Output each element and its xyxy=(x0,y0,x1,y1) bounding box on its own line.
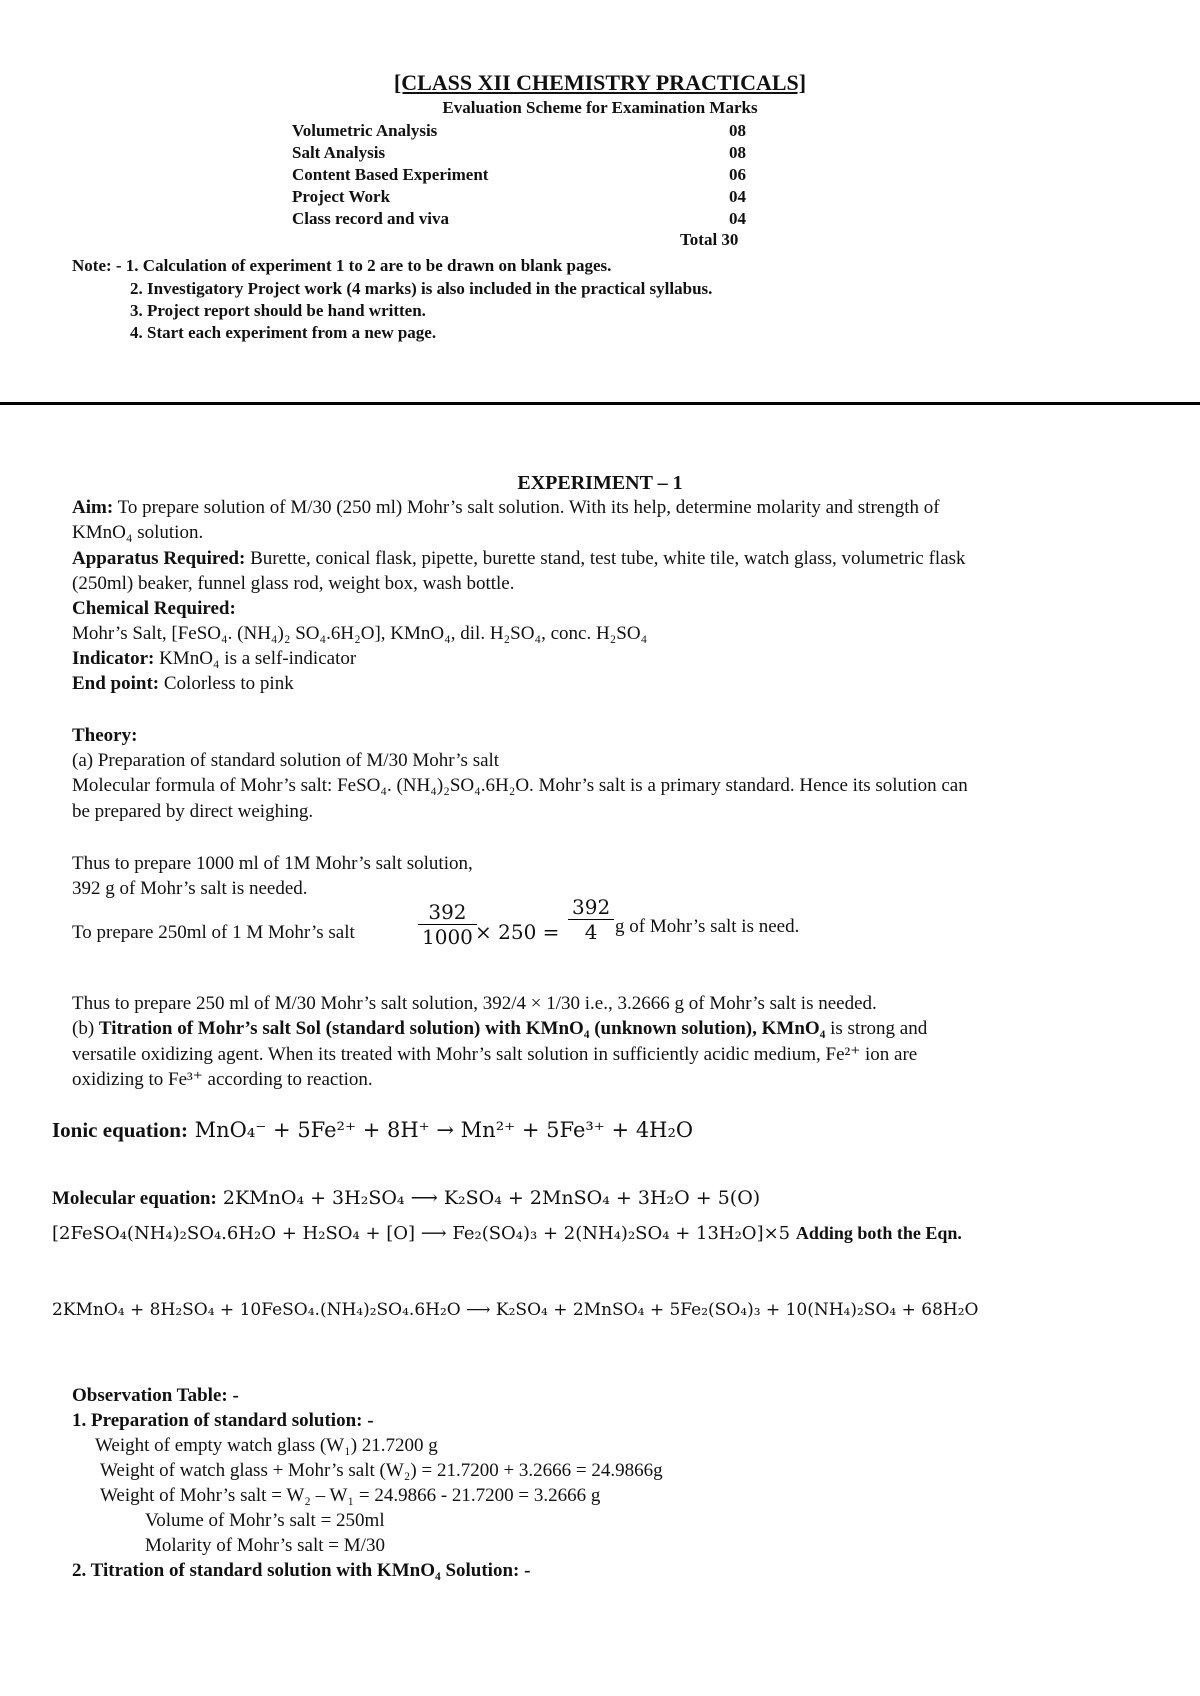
thus-line-1: Thus to prepare 1000 ml of 1M Mohr’s salt solution, xyxy=(72,853,473,874)
scheme-item: Salt Analysis xyxy=(292,143,386,162)
thus-line-3: Thus to prepare 250 ml of M/30 Mohr’s salt solution, 392/4 × 1/30 i.e., 3.2666 g of Mohr’s salt is needed. xyxy=(72,993,877,1014)
scheme-marks: 08 xyxy=(729,121,746,140)
titration-line xyxy=(72,1018,927,1040)
mohr-eq: [2FeSO₄(NH₄)₂SO₄.6H₂O + H₂SO₄ + [O] ⟶ Fe₂(SO₄)₃ + 2(NH₄)₂SO₄ + 13H₂O]×5 xyxy=(52,1223,791,1244)
table-row xyxy=(292,120,752,142)
obs-volume: Volume of Mohr’s salt = 250ml xyxy=(145,1510,385,1531)
note-4: 4. Start each experiment from a new page. xyxy=(130,323,437,342)
chemical-text: Mohr’s Salt, [FeSO₄. (NH₄)₂ SO₄.6H₂O], KMnO₄, dil. H₂SO₄, conc. H₂SO₄ xyxy=(72,623,648,644)
apparatus-line xyxy=(72,548,966,570)
adding-both-text: Adding both the Eqn. xyxy=(795,1223,962,1243)
aim-line xyxy=(72,497,940,519)
apparatus-text: Burette, conical flask, pipette, burette stand, test tube, white tile, watch glass, volumetric flask xyxy=(250,548,966,569)
apparatus-label: Apparatus Required: xyxy=(72,548,246,569)
scheme-item: Class record and viva xyxy=(292,209,449,228)
scheme-item: Volumetric Analysis xyxy=(292,121,438,140)
fraction-numerator: 392 xyxy=(418,900,477,925)
fraction-392-1000 xyxy=(418,900,477,949)
table-row xyxy=(292,142,752,164)
titration-text-cont-2: oxidizing to Fe³⁺ according to reaction. xyxy=(72,1069,373,1090)
evaluation-scheme-table xyxy=(292,120,752,230)
molecular-equation xyxy=(52,1187,760,1210)
page-title: [CLASS XII CHEMISTRY PRACTICALS] xyxy=(393,70,807,95)
indicator-line xyxy=(72,648,356,670)
obs-w1: Weight of empty watch glass (W₁) 21.7200 g xyxy=(95,1435,438,1456)
endpoint-label: End point: xyxy=(72,673,160,694)
titration-text-cont: versatile oxidizing agent. When its treated with Mohr’s salt solution in sufficiently acidic medium, Fe²⁺ ion are xyxy=(72,1044,918,1065)
fraction-denominator: 4 xyxy=(584,920,598,944)
total-marks: Total 30 xyxy=(680,230,739,249)
aim-text-cont: KMnO₄ solution. xyxy=(72,522,204,543)
scheme-marks: 04 xyxy=(729,187,746,206)
fraction-multiplier: × 250 = xyxy=(475,920,560,944)
scheme-marks: 04 xyxy=(729,209,746,228)
section-divider xyxy=(0,402,1200,405)
observation-label: Observation Table: - xyxy=(72,1385,239,1406)
titration-text: is strong and xyxy=(830,1018,928,1039)
molecular-eq: 2KMnO₄ + 3H₂SO₄ ⟶ K₂SO₄ + 2MnSO₄ + 3H₂O + 5(O) xyxy=(222,1187,761,1209)
endpoint-text: Colorless to pink xyxy=(163,673,294,694)
obs-weight-diff: Weight of Mohr’s salt = W₂ – W₁ = 24.9866 - 21.7200 = 3.2666 g xyxy=(100,1485,601,1506)
note-2: 2. Investigatory Project work (4 marks) is also included in the practical syllabus. xyxy=(130,279,713,298)
obs-molarity: Molarity of Mohr’s salt = M/30 xyxy=(145,1535,385,1556)
obs-2-label: 2. Titration of standard solution with KMnO₄ Solution: - xyxy=(72,1560,531,1581)
theory-formula-cont: be prepared by direct weighing. xyxy=(72,801,314,822)
scheme-item: Project Work xyxy=(292,187,391,206)
theory-a: (a) Preparation of standard solution of M/30 Mohr’s salt xyxy=(72,750,500,771)
titration-prefix: (b) xyxy=(72,1018,95,1039)
scheme-item: Content Based Experiment xyxy=(292,165,489,184)
prep-250-prefix: To prepare 250ml of 1 M Mohr’s salt xyxy=(72,922,355,943)
obs-1-label: 1. Preparation of standard solution: - xyxy=(72,1410,374,1431)
fraction-denominator: 1000 xyxy=(422,925,473,949)
endpoint-line xyxy=(72,673,294,695)
table-row xyxy=(292,186,752,208)
ionic-eq: MnO₄⁻ + 5Fe²⁺ + 8H⁺ → Mn²⁺ + 5Fe³⁺ + 4H₂O xyxy=(194,1118,694,1142)
evaluation-scheme-heading: Evaluation Scheme for Examination Marks xyxy=(442,98,758,117)
note-3: 3. Project report should be hand written. xyxy=(130,301,426,320)
experiment-title: EXPERIMENT – 1 xyxy=(517,472,683,494)
titration-bold: Titration of Mohr’s salt Sol (standard solution) with KMnO₄ (unknown solution), KMnO₄ xyxy=(98,1018,826,1039)
indicator-label: Indicator: xyxy=(72,648,155,669)
scheme-marks: 06 xyxy=(729,165,746,184)
table-row xyxy=(292,164,752,186)
obs-w2: Weight of watch glass + Mohr’s salt (W₂) = 21.7200 + 3.2666 = 24.9866g xyxy=(100,1460,663,1481)
fraction-392-4 xyxy=(568,895,614,944)
thus-line-2: 392 g of Mohr’s salt is needed. xyxy=(72,878,308,899)
ionic-equation xyxy=(52,1118,693,1143)
fraction-numerator: 392 xyxy=(568,895,614,920)
aim-label: Aim: xyxy=(72,497,114,518)
molecular-label: Molecular equation: xyxy=(52,1188,217,1209)
note-1: Note: - 1. Calculation of experiment 1 to 2 are to be drawn on blank pages. xyxy=(72,256,612,275)
scheme-marks: 08 xyxy=(729,143,746,162)
apparatus-text-cont: (250ml) beaker, funnel glass rod, weight box, wash bottle. xyxy=(72,573,515,594)
aim-text: To prepare solution of M/30 (250 ml) Mohr’s salt solution. With its help, determine molarity and strength of xyxy=(117,497,940,518)
theory-formula: Molecular formula of Mohr’s salt: FeSO₄. (NH₄)₂SO₄.6H₂O. Mohr’s salt is a primary standard. Hence its solution can xyxy=(72,775,968,796)
prep-250-suffix: g of Mohr’s salt is need. xyxy=(615,916,800,937)
ionic-label: Ionic equation: xyxy=(52,1118,188,1142)
overall-equation: 2KMnO₄ + 8H₂SO₄ + 10FeSO₄.(NH₄)₂SO₄.6H₂O ⟶ K₂SO₄ + 2MnSO₄ + 5Fe₂(SO₄)₃ + 10(NH₄)₂SO₄ + 68H₂O xyxy=(52,1300,979,1320)
theory-label: Theory: xyxy=(72,725,138,746)
chemical-label: Chemical Required: xyxy=(72,598,236,619)
mohr-equation xyxy=(52,1223,962,1244)
indicator-text: KMnO₄ is a self-indicator xyxy=(159,648,357,669)
table-row xyxy=(292,208,752,230)
